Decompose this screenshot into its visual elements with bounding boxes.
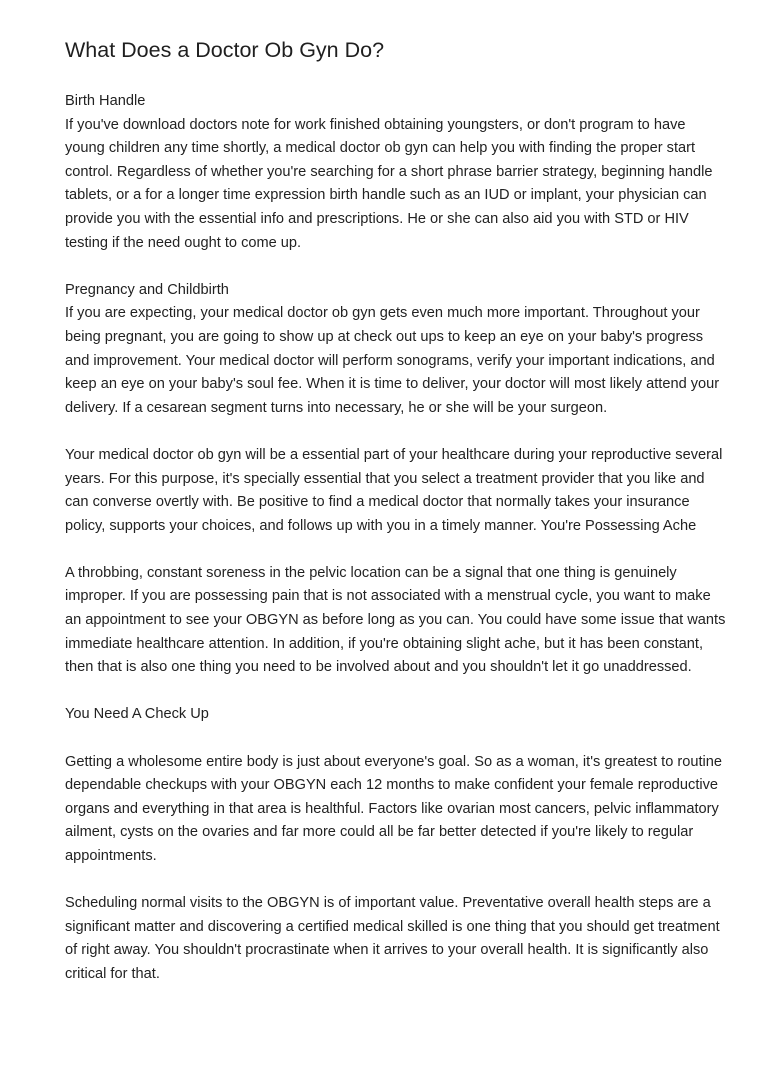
paragraph-spacer xyxy=(65,869,728,893)
paragraph-spacer xyxy=(65,727,728,751)
section-paragraph: Your medical doctor ob gyn will be a essential part of your healthcare during your reproductive several years. For this purpose, it's specially essential that you select a treatment provider that you like and can converse overtly with. Be positive to find a medical doctor that normally takes your insurance policy, supports your choices, and follows up with you in a timely manner. You're Possessing Ache xyxy=(65,446,723,534)
section-paragraph: A throbbing, constant soreness in the pelvic location can be a signal that one thing is genuinely improper. If you are possessing pain that is not associated with a menstrual cycle, you want to make an appointment to see your OBGYN as before long as you can. You could have some issue that wants immediate healthcare attention. In addition, if you're obtaining slight ache, but it has been constant, then that is also one thing you need to be involved about and you shouldn't let it go unaddressed. xyxy=(65,564,726,676)
paragraph-spacer xyxy=(65,420,728,444)
section-pelvic-pain xyxy=(65,562,728,680)
section-scheduling xyxy=(65,892,728,986)
section-heading: You Need A Check Up xyxy=(65,706,209,723)
section-check-up-heading xyxy=(65,703,728,727)
section-heading: Birth Handle xyxy=(65,93,146,109)
section-birth-control xyxy=(65,90,728,255)
section-paragraph: If you've download doctors note for work finished obtaining youngsters, or don't program to have young children any time shortly, a medical doctor ob gyn can help you with finding the proper start control. Regardless of whether you're searching for a short phrase barrier strategy, beginning handle tablets, or a for a longer time expression birth handle such as an IUD or implant, your physician can provide you with the essential info and prescriptions. He or she can also aid you with STD or HIV testing if the need ought to come up. xyxy=(65,116,713,251)
section-healthcare-role xyxy=(65,444,728,538)
section-pregnancy xyxy=(65,279,728,421)
section-paragraph: If you are expecting, your medical doctor ob gyn gets even much more important. Throughout your being pregnant, you are going to show up at check out ups to keep an eye on your baby's progress and improvement. Your medical doctor will perform sonograms, verify your important indications, and keep an eye on your baby's soul fee. When it is time to deliver, your doctor will most likely attend your delivery. If a cesarean segment turns into necessary, he or she will be your surgeon. xyxy=(65,305,720,416)
paragraph-spacer xyxy=(65,680,728,704)
section-paragraph: Getting a wholesome entire body is just about everyone's goal. So as a woman, it's greatest to routine dependable checkups with your OBGYN each 12 months to make confident your female reproductive organs and everything in that area is healthful. Factors like ovarian most cancers, pelvic inflammatory ailment, cysts on the ovaries and far more could all be far better detected if you're likely to regular appointments. xyxy=(65,753,722,864)
section-paragraph: Scheduling normal visits to the OBGYN is of important value. Preventative overall health steps are a significant matter and discovering a certified medical skilled is one thing that you should get treatment of right away. You shouldn't procrastinate when it arrives to your overall health. It is significantly also critical for that. xyxy=(65,895,720,982)
section-heading: Pregnancy and Childbirth xyxy=(65,281,229,298)
paragraph-spacer xyxy=(65,255,728,279)
paragraph-spacer xyxy=(65,538,728,562)
document-title: What Does a Doctor Ob Gyn Do? xyxy=(65,38,385,62)
section-checkups xyxy=(65,751,728,869)
